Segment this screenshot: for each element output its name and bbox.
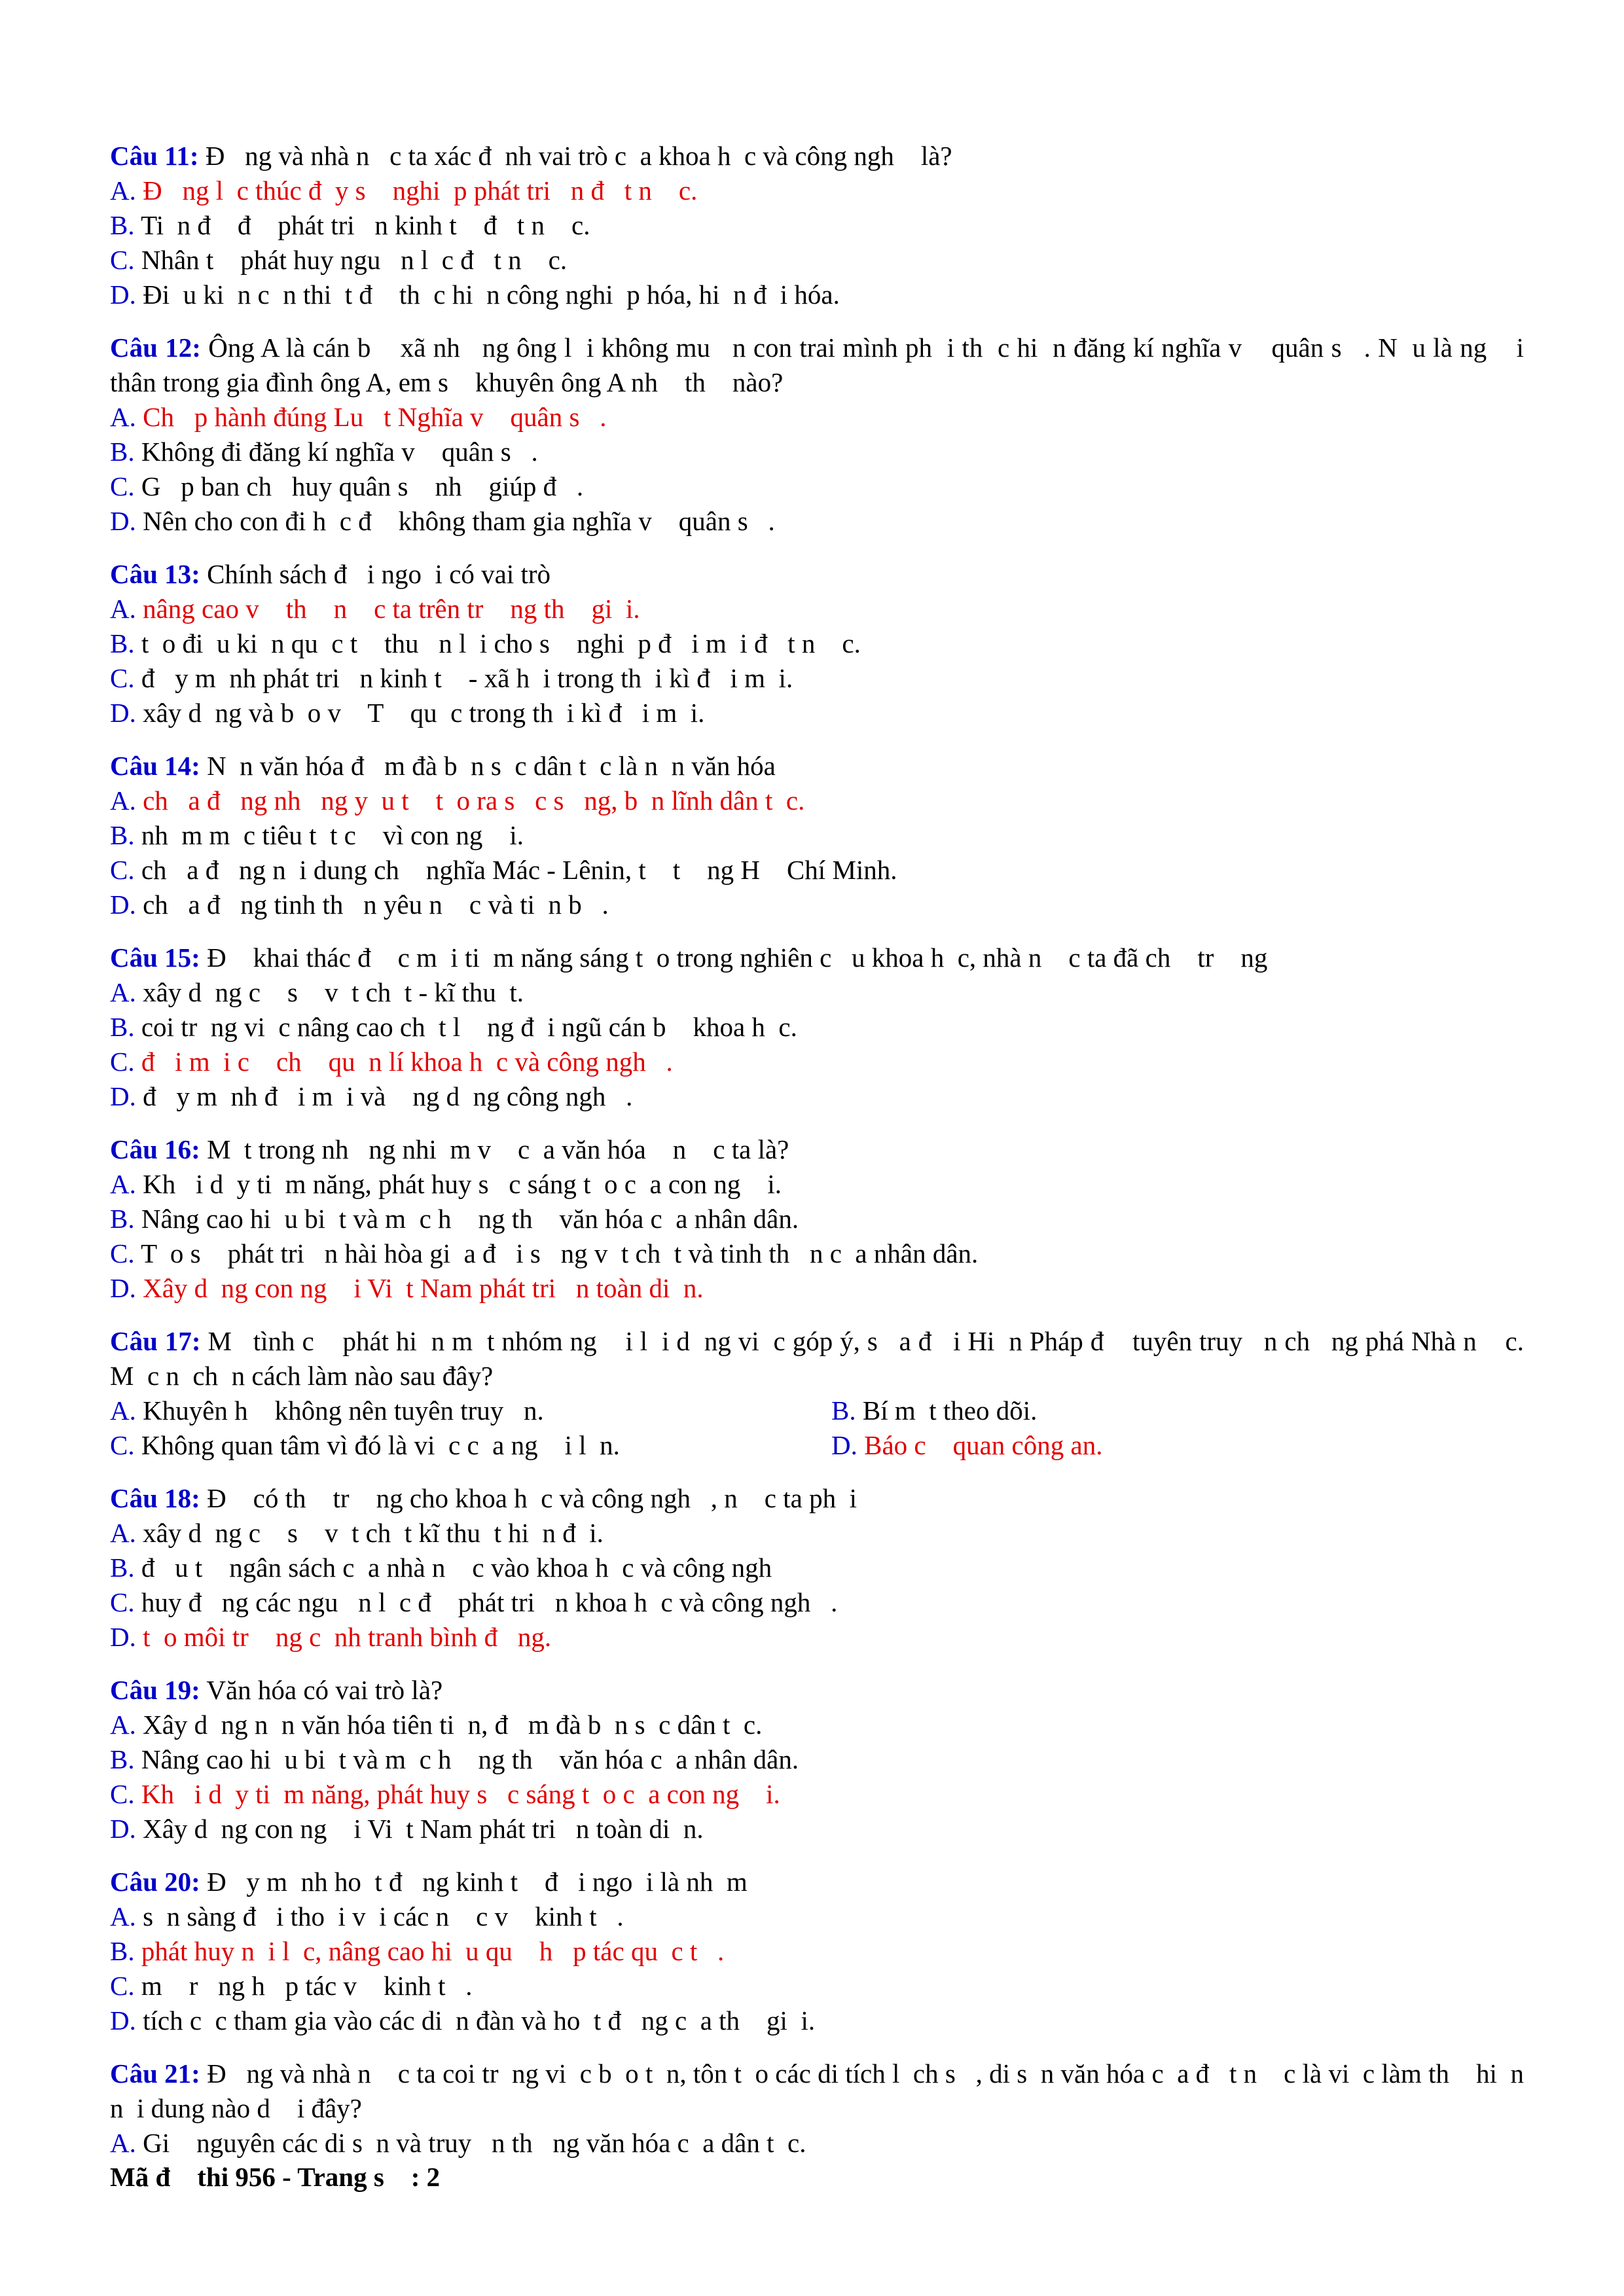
option-letter: C. (110, 663, 135, 693)
option-letter: D. (110, 279, 136, 310)
answer-option (110, 1045, 1524, 1079)
question-text: Ông A là cán b xã nh ng ông l i không mu n con trai mình ph i th c hi n đăng kí nghĩa v quân s . N u là ng i thân trong gia đình ông A, em s khuyên ông A nh th nào? (110, 332, 1531, 397)
answer-option (110, 1585, 1524, 1620)
option-list (110, 783, 1524, 922)
question-block (110, 1132, 1524, 1306)
option-letter: D. (110, 506, 136, 536)
option-letter: D. (110, 889, 136, 920)
question-number: Câu 18: (110, 1483, 200, 1513)
option-text: Khuyên h không nên tuyên truy n. (135, 1395, 544, 1426)
answer-option (110, 504, 1524, 539)
answer-option (110, 1271, 1524, 1306)
question-number: Câu 21: (110, 2058, 200, 2089)
option-text: xây d ng c s v t ch t kĩ thu t hi n đ i. (135, 1518, 604, 1548)
option-letter: A. (110, 2128, 136, 2158)
option-list (110, 1516, 1524, 1655)
option-list (110, 1167, 1524, 1306)
option-letter: D. (110, 1273, 136, 1303)
option-letter: C. (110, 1779, 135, 1809)
option-text: ch a đ ng n i dung ch nghĩa Mác - Lênin, t t ng H Chí Minh. (134, 855, 897, 885)
option-text-correct: Đ ng l c thúc đ y s nghi p phát tri n đ t n c. (135, 175, 698, 206)
answer-option (831, 1393, 1524, 1428)
option-letter: D. (831, 1430, 857, 1460)
answer-option (110, 1620, 1524, 1655)
option-text: Kh i d y ti m năng, phát huy s c sáng t o c a con ng i. (135, 1169, 782, 1199)
option-text: Nên cho con đi h c đ không tham gia nghĩa v quân s . (135, 506, 775, 536)
question-text: Văn hóa có vai trò là? (200, 1675, 443, 1705)
option-text-correct: phát huy n i l c, nâng cao hi u qu h p tác qu c t . (134, 1936, 725, 1966)
question-text: Đ có th tr ng cho khoa h c và công ngh , n c ta ph i (200, 1483, 857, 1513)
question-stem (110, 2056, 1531, 2126)
answer-option (110, 1777, 1524, 1812)
question-list (110, 139, 1531, 2179)
option-letter: A. (110, 1169, 136, 1199)
option-text: G p ban ch huy quân s nh giúp đ . (134, 471, 584, 501)
question-stem (110, 557, 1524, 592)
option-letter: B. (110, 820, 135, 850)
option-list (110, 400, 1524, 539)
option-text: đ u t ngân sách c a nhà n c vào khoa h c và công ngh (134, 1552, 772, 1583)
option-letter: C. (110, 245, 135, 275)
option-letter: C. (110, 1238, 135, 1268)
question-stem (110, 1132, 1524, 1167)
option-letter: B. (831, 1395, 856, 1426)
question-number: Câu 12: (110, 332, 201, 363)
question-block (110, 139, 1524, 312)
option-text: Bí m t theo dõi. (856, 1395, 1038, 1426)
answer-option (110, 853, 1524, 888)
option-list (110, 1708, 1524, 1846)
question-number: Câu 19: (110, 1675, 200, 1705)
question-number: Câu 17: (110, 1326, 201, 1356)
option-letter: A. (110, 1395, 136, 1426)
question-text: Đ y m nh ho t đ ng kinh t đ i ngo i là nh m (200, 1867, 748, 1897)
option-list (110, 975, 1524, 1114)
option-text: Nhân t phát huy ngu n l c đ t n c. (134, 245, 568, 275)
question-number: Câu 15: (110, 942, 200, 973)
question-stem (110, 941, 1524, 975)
option-letter: D. (110, 698, 136, 728)
answer-option (110, 1393, 831, 1428)
option-text: Không đi đăng kí nghĩa v quân s . (134, 437, 538, 467)
option-text: Xây d ng con ng i Vi t Nam phát tri n toàn di n. (135, 1814, 704, 1844)
option-text: t o đi u ki n qu c t thu n l i cho s nghi p đ i m i đ t n c. (134, 628, 861, 658)
option-letter: C. (110, 1047, 135, 1077)
question-stem (110, 749, 1524, 783)
answer-option (110, 975, 1524, 1010)
option-text: Nâng cao hi u bi t và m c h ng th văn hóa c a nhân dân. (134, 1744, 799, 1774)
option-text-correct: Xây d ng con ng i Vi t Nam phát tri n toàn di n. (135, 1273, 704, 1303)
question-number: Câu 16: (110, 1134, 200, 1164)
question-number: Câu 20: (110, 1867, 200, 1897)
option-text: T o s phát tri n hài hòa gi a đ i s ng v t ch t và tinh th n c a nhân dân. (134, 1238, 979, 1268)
answer-option (110, 278, 1524, 312)
option-list (110, 173, 1524, 312)
option-text-correct: Báo c quan công an. (857, 1430, 1103, 1460)
page-footer: Mã đ thi 956 - Trang s : 2 (110, 2162, 441, 2192)
answer-option (110, 435, 1524, 469)
option-letter: B. (110, 1204, 135, 1234)
answer-option (110, 818, 1524, 853)
question-stem (110, 1481, 1524, 1516)
answer-option (110, 2126, 1524, 2161)
option-letter: A. (110, 1518, 136, 1548)
question-text: N n văn hóa đ m đà b n s c dân t c là n n văn hóa (200, 751, 776, 781)
option-text: Xây d ng n n văn hóa tiên ti n, đ m đà b n s c dân t c. (135, 1710, 763, 1740)
option-letter: B. (110, 1552, 135, 1583)
option-text-correct: Kh i d y ti m năng, phát huy s c sáng t o c a con ng i. (134, 1779, 780, 1809)
option-list (110, 2126, 1524, 2161)
option-text: đ y m nh phát tri n kinh t - xã h i trong th i kì đ i m i. (134, 663, 793, 693)
question-stem (110, 1673, 1524, 1708)
question-number: Câu 14: (110, 751, 200, 781)
option-text: nh m m c tiêu t t c vì con ng i. (134, 820, 524, 850)
option-letter: D. (110, 1081, 136, 1111)
answer-option (110, 173, 1524, 208)
answer-option (110, 469, 1524, 504)
answer-option (110, 1812, 1524, 1846)
option-letter: A. (110, 1901, 136, 1931)
option-text-correct: Ch p hành đúng Lu t Nghĩa v quân s . (135, 402, 607, 432)
option-text: xây d ng và b o v T qu c trong th i kì đ i m i. (135, 698, 705, 728)
answer-option (110, 1742, 1524, 1777)
option-text: huy đ ng các ngu n l c đ phát tri n khoa h c và công ngh . (134, 1587, 838, 1617)
option-text: s n sàng đ i tho i v i các n c v kinh t . (135, 1901, 624, 1931)
question-stem (110, 139, 1524, 173)
answer-option (110, 1551, 1524, 1585)
question-text: Chính sách đ i ngo i có vai trò (200, 559, 551, 589)
answer-option (110, 1167, 1524, 1202)
option-letter: A. (110, 175, 136, 206)
answer-option (110, 888, 1524, 922)
option-letter: A. (110, 785, 136, 816)
option-list (110, 1899, 1524, 2038)
answer-option (110, 1428, 831, 1463)
answer-option (110, 592, 1524, 626)
answer-option (110, 208, 1524, 243)
answer-option (110, 1010, 1524, 1045)
option-letter: D. (110, 1814, 136, 1844)
option-text: Gi nguyên các di s n và truy n th ng văn hóa c a dân t c. (135, 2128, 806, 2158)
question-block (110, 557, 1524, 730)
question-block (110, 1673, 1524, 1846)
answer-option (110, 1969, 1524, 2003)
option-text: Ti n đ đ phát tri n kinh t đ t n c. (134, 210, 590, 240)
answer-option (110, 661, 1524, 696)
option-list (110, 1393, 1524, 1463)
option-letter: C. (110, 1971, 135, 2001)
question-block (110, 2056, 1531, 2161)
option-text: Không quan tâm vì đó là vi c c a ng i l n. (134, 1430, 620, 1460)
question-block (110, 941, 1524, 1114)
question-text: Đ ng và nhà n c ta xác đ nh vai trò c a khoa h c và công ngh là? (198, 141, 952, 171)
option-letter: A. (110, 594, 136, 624)
answer-option (110, 696, 1524, 730)
option-text: Nâng cao hi u bi t và m c h ng th văn hóa c a nhân dân. (134, 1204, 799, 1234)
option-text-correct: nâng cao v th n c ta trên tr ng th gi i. (135, 594, 640, 624)
option-letter: A. (110, 402, 136, 432)
option-letter: B. (110, 210, 135, 240)
answer-option (110, 1516, 1524, 1551)
question-text: M tình c phát hi n m t nhóm ng i l i d ng vi c góp ý, s a đ i Hi n Pháp đ tuyên truy n ch ng phá Nhà n c. M c n ch n cách làm nào sau đây? (110, 1326, 1531, 1391)
option-text: Đi u ki n c n thi t đ th c hi n công nghi p hóa, hi n đ i hóa. (135, 279, 840, 310)
answer-option (110, 2003, 1524, 2038)
answer-option (110, 626, 1524, 661)
option-letter: C. (110, 1430, 135, 1460)
option-letter: A. (110, 977, 136, 1007)
option-text: tích c c tham gia vào các di n đàn và ho t đ ng c a th gi i. (135, 2005, 816, 2036)
option-letter: D. (110, 2005, 136, 2036)
question-block (110, 1324, 1531, 1463)
answer-option (110, 1079, 1524, 1114)
answer-option (831, 1428, 1524, 1463)
answer-option (110, 243, 1524, 278)
question-text: Đ ng và nhà n c ta coi tr ng vi c b o t n, tôn t o các di tích l ch s , di s n văn hóa c a đ t n c là vi c làm th hi n n i dung nào d i đây? (110, 2058, 1531, 2123)
option-list (110, 592, 1524, 730)
option-text: ch a đ ng tinh th n yêu n c và ti n b . (135, 889, 609, 920)
option-letter: C. (110, 471, 135, 501)
option-letter: C. (110, 855, 135, 885)
option-letter: A. (110, 1710, 136, 1740)
question-text: Đ khai thác đ c m i ti m năng sáng t o trong nghiên c u khoa h c, nhà n c ta đã ch tr ng (200, 942, 1268, 973)
question-block (110, 331, 1531, 539)
answer-option (110, 1934, 1524, 1969)
question-stem (110, 331, 1531, 400)
option-text: m r ng h p tác v kinh t . (134, 1971, 473, 2001)
option-letter: B. (110, 628, 135, 658)
option-text: coi tr ng vi c nâng cao ch t l ng đ i ngũ cán b khoa h c. (134, 1012, 797, 1042)
option-letter: C. (110, 1587, 135, 1617)
answer-option (110, 1202, 1524, 1236)
option-letter: B. (110, 437, 135, 467)
question-number: Câu 11: (110, 141, 199, 171)
option-letter: B. (110, 1936, 135, 1966)
answer-option (110, 400, 1524, 435)
question-block (110, 749, 1524, 922)
question-text: M t trong nh ng nhi m v c a văn hóa n c ta là? (200, 1134, 789, 1164)
option-letter: B. (110, 1012, 135, 1042)
answer-option (110, 1236, 1524, 1271)
option-letter: D. (110, 1622, 136, 1652)
option-text-correct: t o môi tr ng c nh tranh bình đ ng. (135, 1622, 552, 1652)
option-text-correct: đ i m i c ch qu n lí khoa h c và công ngh . (134, 1047, 673, 1077)
question-stem (110, 1865, 1524, 1899)
answer-option (110, 1708, 1524, 1742)
answer-option (110, 783, 1524, 818)
question-block (110, 1865, 1524, 2038)
question-number: Câu 13: (110, 559, 200, 589)
option-text: đ y m nh đ i m i và ng d ng công ngh . (135, 1081, 633, 1111)
question-block (110, 1481, 1524, 1655)
option-letter: B. (110, 1744, 135, 1774)
question-stem (110, 1324, 1531, 1393)
option-text-correct: ch a đ ng nh ng y u t t o ra s c s ng, b n lĩnh dân t c. (135, 785, 805, 816)
answer-option (110, 1899, 1524, 1934)
option-text: xây d ng c s v t ch t - kĩ thu t. (135, 977, 524, 1007)
